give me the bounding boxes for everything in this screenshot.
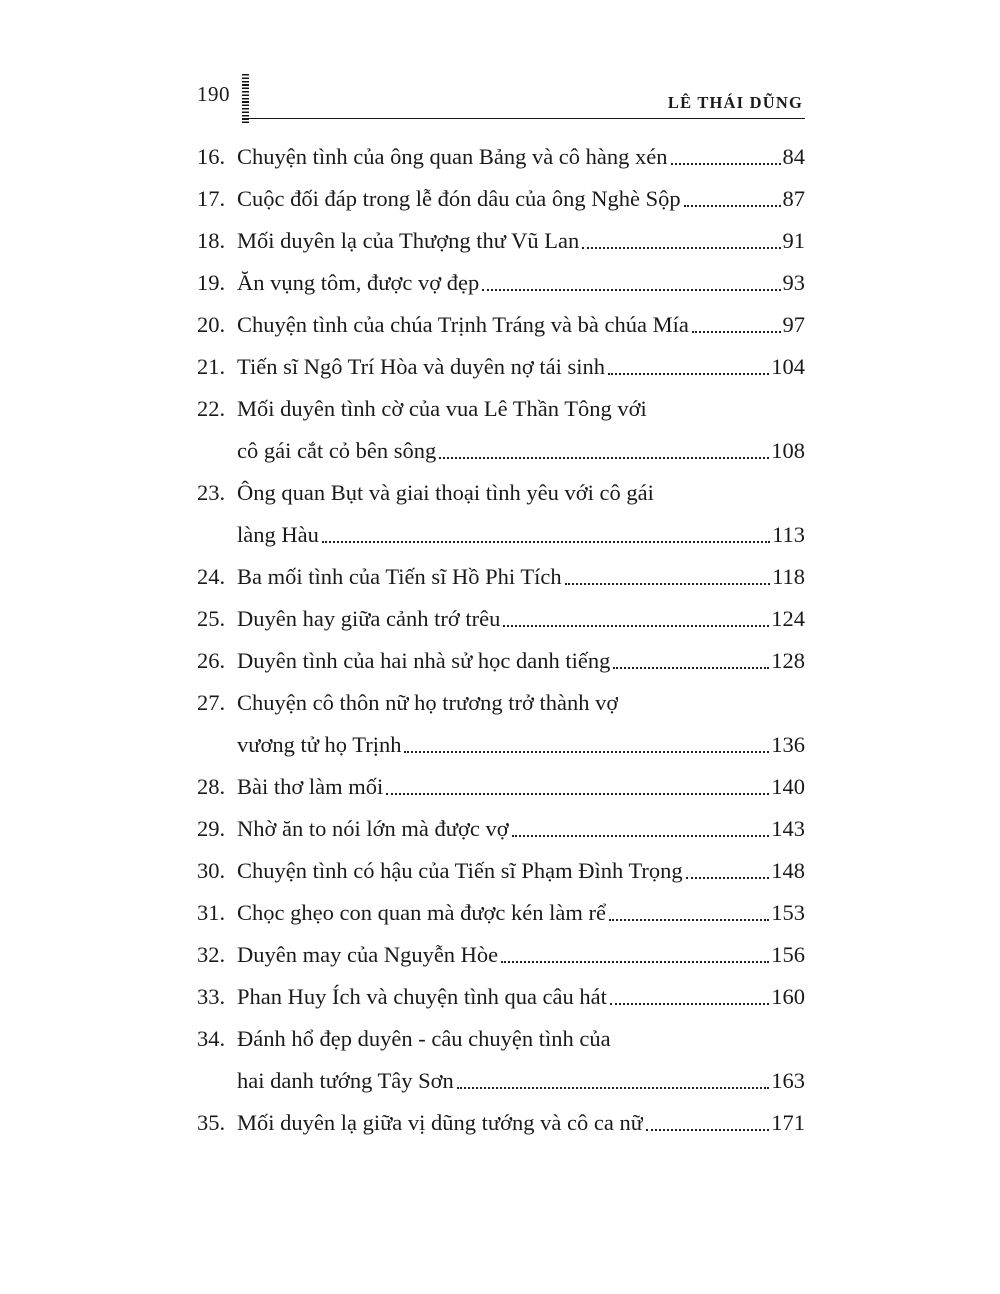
toc-entry: [197, 304, 805, 346]
entry-title: Duyên may của Nguyễn Hòe: [237, 942, 499, 967]
entry-page-number: 136: [771, 732, 805, 757]
toc-entry: [197, 262, 805, 304]
entry-number: 31.: [197, 900, 226, 925]
dotted-leader: [582, 247, 780, 249]
entry-page-number: 84: [782, 144, 805, 169]
toc-entry: [197, 682, 805, 766]
entry-page-number: 163: [771, 1068, 805, 1093]
dotted-leader: [686, 877, 770, 879]
entry-title: hai danh tướng Tây Sơn: [237, 1068, 454, 1093]
entry-number: 23.: [197, 480, 226, 505]
dotted-leader: [501, 961, 769, 963]
entry-number: 25.: [197, 606, 226, 631]
dotted-leader: [404, 751, 769, 753]
entry-page-number: 148: [771, 858, 805, 883]
header-rule: [242, 118, 805, 119]
entry-page-number: 104: [771, 354, 805, 379]
toc-entry-line: [197, 304, 805, 346]
entry-title: Duyên hay giữa cảnh trớ trêu: [237, 606, 501, 631]
toc-entry: [197, 1102, 805, 1144]
entry-number: 22.: [197, 396, 226, 421]
toc-entry-line: [197, 472, 805, 514]
entry-number: 27.: [197, 690, 226, 715]
toc-entry: [197, 808, 805, 850]
dotted-leader: [608, 373, 769, 375]
entry-title: cô gái cắt cỏ bên sông: [237, 438, 437, 463]
entry-page-number: 87: [782, 186, 805, 211]
toc-entry: [197, 346, 805, 388]
entry-page-number: 171: [771, 1110, 805, 1135]
dotted-leader: [684, 205, 781, 207]
toc-entry-line: [197, 724, 805, 766]
toc-entry: [197, 178, 805, 220]
toc-entry: [197, 766, 805, 808]
entry-number: 28.: [197, 774, 226, 799]
entry-title: Tiến sĩ Ngô Trí Hòa và duyên nợ tái sinh: [237, 354, 605, 379]
dotted-leader: [610, 1003, 769, 1005]
dotted-leader: [671, 163, 781, 165]
dotted-leader: [439, 457, 769, 459]
entry-title: Đánh hổ đẹp duyên - câu chuyện tình của: [237, 1026, 611, 1051]
dotted-leader: [692, 331, 781, 333]
entry-page-number: 113: [772, 522, 805, 547]
entry-number: 30.: [197, 858, 226, 883]
toc-entry: [197, 388, 805, 472]
entry-title: Nhờ ăn to nói lớn mà được vợ: [237, 816, 509, 841]
toc-entry: [197, 220, 805, 262]
entry-page-number: 143: [771, 816, 805, 841]
page-header: [197, 82, 805, 120]
entry-number: 16.: [197, 144, 226, 169]
toc-entry-line: [197, 1102, 805, 1144]
entry-title: Mối duyên tình cờ của vua Lê Thần Tông với: [237, 396, 647, 421]
running-title: LÊ THÁI DŨNG: [667, 93, 803, 112]
entry-title: Chuyện tình có hậu của Tiến sĩ Phạm Đình Trọng: [237, 858, 683, 883]
entry-page-number: 91: [782, 228, 805, 253]
toc-entry-line: [197, 976, 805, 1018]
dotted-leader: [565, 583, 770, 585]
entry-title: Mối duyên lạ giữa vị dũng tướng và cô ca nữ: [237, 1110, 643, 1135]
dotted-leader: [322, 541, 770, 543]
entry-title: Ba mối tình của Tiến sĩ Hồ Phi Tích: [237, 564, 562, 589]
dotted-leader: [613, 667, 769, 669]
entry-title: Bài thơ làm mối: [237, 774, 384, 799]
entry-number: 34.: [197, 1026, 226, 1051]
entry-page-number: 153: [771, 900, 805, 925]
entry-title: Ăn vụng tôm, được vợ đẹp: [237, 270, 480, 295]
entry-title: Chuyện tình của chúa Trịnh Tráng và bà chúa Mía: [237, 312, 689, 337]
toc-entry-line: [197, 766, 805, 808]
entry-title: vương tử họ Trịnh: [237, 732, 402, 757]
toc-entry: [197, 640, 805, 682]
entry-title: Ông quan Bụt và giai thoại tình yêu với cô gái: [237, 480, 654, 505]
entry-number: 20.: [197, 312, 226, 337]
entry-title: Duyên tình của hai nhà sử học danh tiếng: [237, 648, 611, 673]
toc-entry-line: [197, 640, 805, 682]
dotted-leader: [609, 919, 769, 921]
entry-title: Chuyện tình của ông quan Bảng và cô hàng xén: [237, 144, 668, 169]
toc-entry-line: [197, 556, 805, 598]
entry-page-number: 108: [771, 438, 805, 463]
toc-entry: [197, 472, 805, 556]
toc-entry: [197, 598, 805, 640]
entry-page-number: 97: [782, 312, 805, 337]
toc-entry: [197, 136, 805, 178]
dotted-leader: [646, 1129, 769, 1131]
toc-entry-line: [197, 808, 805, 850]
entry-number: 35.: [197, 1110, 226, 1135]
entry-title: Chuyện cô thôn nữ họ trương trở thành vợ: [237, 690, 619, 715]
entry-page-number: 93: [782, 270, 805, 295]
entry-page-number: 124: [771, 606, 805, 631]
toc-entry: [197, 892, 805, 934]
folio-page-number: 190: [197, 82, 230, 106]
toc-entry-line: [197, 682, 805, 724]
toc-entry: [197, 556, 805, 598]
toc-entry: [197, 976, 805, 1018]
dotted-leader: [386, 793, 769, 795]
toc-entry-line: [197, 1060, 805, 1102]
toc-entry-line: [197, 934, 805, 976]
toc-entry-line: [197, 178, 805, 220]
entry-page-number: 140: [771, 774, 805, 799]
toc-entry-line: [197, 262, 805, 304]
entry-number: 17.: [197, 186, 226, 211]
toc-list: [197, 136, 805, 1144]
toc-entry-line: [197, 346, 805, 388]
dotted-leader: [503, 625, 769, 627]
toc-entry-line: [197, 514, 805, 556]
dotted-leader: [512, 835, 770, 837]
entry-title: Cuộc đối đáp trong lễ đón dâu của ông Nghè Sộp: [237, 186, 681, 211]
toc-entry-line: [197, 388, 805, 430]
entry-page-number: 160: [771, 984, 805, 1009]
entry-number: 24.: [197, 564, 226, 589]
toc-entry: [197, 850, 805, 892]
entry-number: 18.: [197, 228, 226, 253]
entry-number: 19.: [197, 270, 226, 295]
entry-page-number: 156: [771, 942, 805, 967]
toc-entry-line: [197, 136, 805, 178]
entry-title: Phan Huy Ích và chuyện tình qua câu hát: [237, 984, 607, 1009]
entry-title: Chọc ghẹo con quan mà được kén làm rể: [237, 900, 606, 925]
toc-entry: [197, 1018, 805, 1102]
entry-number: 21.: [197, 354, 226, 379]
entry-number: 29.: [197, 816, 226, 841]
header-decorative-bar: [242, 74, 249, 124]
toc-entry-line: [197, 430, 805, 472]
entry-page-number: 118: [772, 564, 805, 589]
entry-title: làng Hàu: [237, 522, 319, 547]
toc-entry-line: [197, 850, 805, 892]
entry-number: 26.: [197, 648, 226, 673]
toc-entry-line: [197, 598, 805, 640]
entry-number: 33.: [197, 984, 226, 1009]
entry-title: Mối duyên lạ của Thượng thư Vũ Lan: [237, 228, 580, 253]
dotted-leader: [482, 289, 780, 291]
toc-entry: [197, 934, 805, 976]
entry-page-number: 128: [771, 648, 805, 673]
toc-entry-line: [197, 892, 805, 934]
dotted-leader: [457, 1087, 769, 1089]
entry-number: 32.: [197, 942, 226, 967]
toc-entry-line: [197, 1018, 805, 1060]
toc-entry-line: [197, 220, 805, 262]
